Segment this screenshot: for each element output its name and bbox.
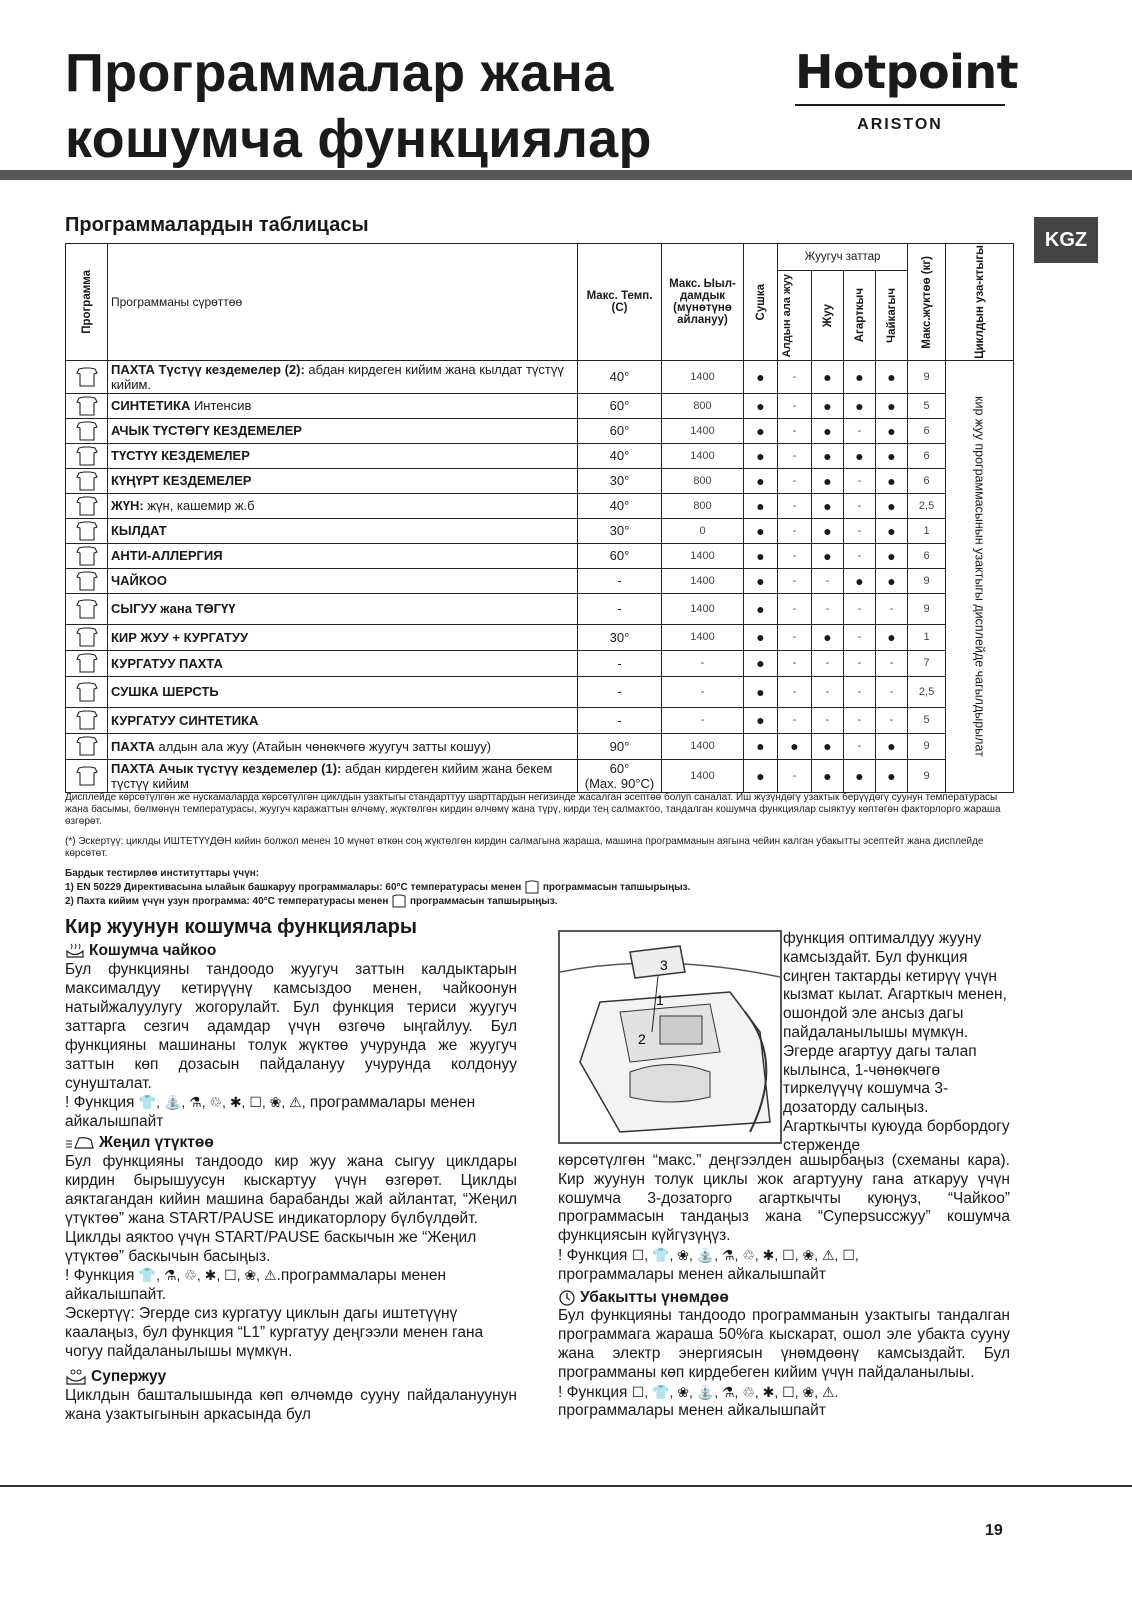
prewash-cell: ●: [778, 733, 812, 759]
dry-cell: ●: [744, 393, 778, 418]
max-temp: 90°: [578, 733, 662, 759]
dry-cotton-icon: [73, 652, 101, 674]
header-softener: Чайкагыч: [876, 271, 908, 361]
max-temp: -: [578, 650, 662, 676]
max-load: 6: [908, 543, 946, 568]
max-load: 9: [908, 568, 946, 593]
program-name: ПАХТА Түстүү кездемелер (2): абдан кирдеген кийим жана кылдат түстүү кийим.: [108, 360, 578, 393]
max-load: 9: [908, 759, 946, 792]
max-spin: 1400: [662, 733, 744, 759]
wash-cell: ●: [812, 518, 844, 543]
header-bleach: Агарткыч: [844, 271, 876, 361]
program-name: СИНТЕТИКА Интенсив: [108, 393, 578, 418]
prewash-cell: -: [778, 593, 812, 624]
max-temp: 40°: [578, 360, 662, 393]
program-name: КЫЛДАТ: [108, 518, 578, 543]
header-max-temp: Макс. Темп. (С): [578, 244, 662, 361]
table-row: [66, 493, 1014, 518]
svg-text:2: 2: [638, 1031, 646, 1047]
softener-cell: -: [876, 650, 908, 676]
softener-cell: ●: [876, 468, 908, 493]
bleach-cell: ●: [844, 443, 876, 468]
cotton-40-icon: [73, 366, 101, 388]
softener-cell: ●: [876, 360, 908, 393]
program-name: СУШКА ШЕРСТЬ: [108, 676, 578, 707]
functions-left-column: Кир жуунун кошумча функциялары Кошумча чайкоо Бул функцияны тандоодо жуугуч заттын калдыктарын максималдуу кетирүүнү камсыздоо менен, чайкоонун натыйжалуулугу жогорулайт. Бул функция териси жуугуч заттарга сезгич адамдар үчүн өзгөчө ыңгайлуу. Бул функцияны машинаны толук жүктөө учурунда же жуугуч заттын көп дозасын пайдалануу учурунда колдонуу сунушталат. ! Функция 👕, ⛲, ⚗, ♲, ✱, ☐, ❀, ⚠, программалары менен айкалышпайт Жеңил үтүктөө Бул функцияны тандоодо кир жуу жана сыгуу циклдары кирдин бырышуусун кыскартуу үчүн өзгөрөт. Циклды аяктагандан кийин машина барабанды жай айлантат, “Жеңил үтүктөө” жана START/PAUSE индикаторлору бүлбүлдөйт. Циклды аяктоо үчүн START/PAUSE баскычын же “Жеңил үтүктөө” баскычын басыңыз. ! Функция 👕, ⚗, ♲, ✱, ☐, ❀, ⚠.программалары менен айкалышпайт. Эскертүү: Эгерде сиз кургатуу циклын дагы иштетүүнү каалаңыз, бул функция “L1” кургатуу деңгээли менен гана чогуу пайдаланылышы мүмкүн. Супержуу Циклдын башталышында көп өлчөмдө сууну пайдалануунун жана узактыгынын аркасында бул: [65, 916, 517, 1423]
wash-cell: ●: [812, 360, 844, 393]
program-icons-list: ☐, 👕, ❀, ⛲, ⚗, ♲, ✱, ☐, ❀, ⚠, ☐,: [631, 1246, 859, 1263]
wash-cell: ●: [812, 493, 844, 518]
max-temp: 60°: [578, 418, 662, 443]
table-row: [66, 733, 1014, 759]
softener-cell: -: [876, 707, 908, 733]
super-wash-icon: [65, 1368, 87, 1386]
wash-cell: ●: [812, 624, 844, 650]
wash-cell: -: [812, 676, 844, 707]
softener-cell: ●: [876, 393, 908, 418]
bleach-cell: -: [844, 468, 876, 493]
header-max-load: Макс.жүктөө (кг): [908, 244, 946, 361]
max-load: 1: [908, 518, 946, 543]
dry-cell: ●: [744, 650, 778, 676]
max-spin: -: [662, 650, 744, 676]
prewash-cell: -: [778, 468, 812, 493]
program-name: ЖҮН: жүн, кашемир ж.б: [108, 493, 578, 518]
table-row: [66, 650, 1014, 676]
softener-cell: -: [876, 593, 908, 624]
table-row: [66, 707, 1014, 733]
table-row: [66, 360, 1014, 393]
function-easy-iron: Жеңил үтүктөө: [65, 1133, 517, 1152]
dry-cell: ●: [744, 568, 778, 593]
dry-cell: ●: [744, 493, 778, 518]
max-spin: 1400: [662, 360, 744, 393]
prewash-cell: -: [778, 568, 812, 593]
dry-cell: ●: [744, 733, 778, 759]
dry-cell: ●: [744, 624, 778, 650]
bleach-cell: ●: [844, 393, 876, 418]
program-name: ТҮСТҮҮ КЕЗДЕМЕЛЕР: [108, 443, 578, 468]
table-row: [66, 593, 1014, 624]
header-max-spin: Макс. Ыыл-дамдык (мүнөтүнө айлануу): [662, 244, 744, 361]
table-row: [66, 568, 1014, 593]
max-spin: 1400: [662, 543, 744, 568]
prewash-cell: -: [778, 759, 812, 792]
max-load: 9: [908, 733, 946, 759]
language-badge: KGZ: [1034, 217, 1098, 263]
cotton-60-icon: [73, 765, 101, 787]
prewash-cell: -: [778, 543, 812, 568]
bleach-cell: -: [844, 624, 876, 650]
footer-divider: [0, 1485, 1132, 1487]
dry-wool-icon: [73, 681, 101, 703]
prewash-cell: -: [778, 393, 812, 418]
table-row: [66, 676, 1014, 707]
bleach-cell: ●: [844, 568, 876, 593]
wash-cell: ●: [812, 759, 844, 792]
max-load: 2,5: [908, 676, 946, 707]
max-spin: 800: [662, 493, 744, 518]
iron-icon: [65, 1136, 95, 1150]
softener-cell: ●: [876, 418, 908, 443]
softener-cell: ●: [876, 733, 908, 759]
max-spin: 1400: [662, 568, 744, 593]
softener-cell: ●: [876, 443, 908, 468]
bleach-cell: -: [844, 418, 876, 443]
max-temp: 30°: [578, 624, 662, 650]
cotton-40-icon: [391, 894, 407, 908]
header-duration: Циклдын уза-ктыгы: [946, 244, 1014, 361]
max-temp: 60° (Max. 90°C): [578, 759, 662, 792]
spin-drain-icon: [73, 598, 101, 620]
max-spin: 1400: [662, 624, 744, 650]
bleach-cell: -: [844, 593, 876, 624]
bleach-cell: ●: [844, 759, 876, 792]
softener-cell: ●: [876, 518, 908, 543]
softener-cell: ●: [876, 568, 908, 593]
max-temp: -: [578, 676, 662, 707]
wash-cell: ●: [812, 543, 844, 568]
softener-cell: ●: [876, 759, 908, 792]
wash-cell: ●: [812, 393, 844, 418]
bleach-cell: -: [844, 493, 876, 518]
header-divider: [0, 170, 1132, 180]
softener-cell: -: [876, 676, 908, 707]
prewash-cell: -: [778, 624, 812, 650]
program-name: ПАХТА Ачык түстүү кездемелер (1): абдан кирдеген кийим жана бекем түстүү кийим: [108, 759, 578, 792]
prewash-cell: -: [778, 650, 812, 676]
header-program: Программа: [66, 244, 108, 361]
colour-shirt-icon: [73, 445, 101, 467]
dispenser-drawer-icon: [560, 932, 780, 1142]
dry-cell: ●: [744, 676, 778, 707]
wash-dry-icon: [73, 626, 101, 648]
table-row: [66, 518, 1014, 543]
note-asterisk: (*) Эскертүү: циклды ИШТЕТҮҮДӨН кийин болжол менен 10 мүнөт өткөн соң жүктөлгөн кирдин салмагына жараша, машина программанын аягына чейин калган убакытты эсептейт жана дисплейде көрсөтөт.: [65, 836, 984, 859]
max-load: 5: [908, 393, 946, 418]
dry-cell: ●: [744, 518, 778, 543]
dry-cell: ●: [744, 543, 778, 568]
prewash-cell: -: [778, 707, 812, 733]
clock-icon: [558, 1289, 576, 1307]
max-load: 6: [908, 468, 946, 493]
dry-cell: ●: [744, 593, 778, 624]
rinse-icon: [73, 570, 101, 592]
program-name: АЧЫК ТҮСТӨГҮ КЕЗДЕМЕЛЕР: [108, 418, 578, 443]
max-spin: 1400: [662, 593, 744, 624]
note-duration: Дисплейде көрсөтүлгөн же нускамаларда көрсөтүлгөн циклдын узактыгы стандарттуу шарттардын негизинде жасалган эсептөө болуп саналат. Иш жүзүндөгү узактык берүүдөгү суунун температурасы жана басымы, бөлмөнүн температурасы, жуугуч каражаттын өлчөмү, жүктөлгөн кирдин өлчөмү жана түрү, кирди тең салмактоо, тандалган кошумча функциялар сыяктуу көптөгөн факторлорго жараша өзгөрөт.: [65, 792, 1001, 827]
max-spin: 1400: [662, 418, 744, 443]
wash-cell: ●: [812, 733, 844, 759]
max-temp: 40°: [578, 493, 662, 518]
dark-shirt-icon: [73, 470, 101, 492]
table-row: [66, 759, 1014, 792]
max-spin: 1400: [662, 443, 744, 468]
dry-cell: ●: [744, 468, 778, 493]
bleach-cell: -: [844, 543, 876, 568]
dry-cell: ●: [744, 418, 778, 443]
dry-cell: ●: [744, 443, 778, 468]
program-name: ЧАЙКОО: [108, 568, 578, 593]
prewash-cell: -: [778, 518, 812, 543]
dry-cell: ●: [744, 707, 778, 733]
cotton-60-icon: [524, 880, 540, 894]
programs-table: [65, 243, 1014, 793]
svg-text:1: 1: [656, 992, 664, 1008]
max-load: 6: [908, 443, 946, 468]
table-title: Программалардын таблицасы: [65, 214, 369, 236]
dispenser-illustration: [558, 930, 782, 1144]
extra-rinse-icon: [65, 943, 85, 959]
wash-cell: ●: [812, 468, 844, 493]
program-name: КҮҢҮРТ КЕЗДЕМЕЛЕР: [108, 468, 578, 493]
white-shirt-icon: [73, 420, 101, 442]
max-temp: 40°: [578, 443, 662, 468]
program-name: КУРГАТУУ ПАХТА: [108, 650, 578, 676]
function-time-saver: Убакытты үнөмдөө: [558, 1289, 1010, 1308]
max-temp: 30°: [578, 518, 662, 543]
functions-right-column: көрсөтүлгөн “макс.” деңгээлден ашырбаңыз (схеманы кара). Кир жуунун толук циклы жок агартууну гана аткаруу үчүн кошумча 3-дозаторго агарткычты куюңуз, “Чайкоо” программасын тандаңыз жана “Суперsuccжуу” кошумча функциясын күйгүзүңүз. ! Функция ☐, 👕, ❀, ⛲, ⚗, ♲, ✱, ☐, ❀, ⚠, ☐, программалары менен айкалышпайт Убакытты үнөмдөө Бул функцияны тандоодо программанын узактыгы тандалган программага жараша 50%га кыскарат, ошол эле убакта сууну жана электр энергиясын үнөмдөөнү камсыздайт. Бул программаны көп кирдебеген кийим үчүн пайдаланылыы. ! Функция ☐, 👕, ❀, ⛲, ⚗, ♲, ✱, ☐, ❀, ⚠. программалары менен айкалышпайт: [558, 1152, 1010, 1420]
max-spin: 800: [662, 468, 744, 493]
table-row: [66, 443, 1014, 468]
max-temp: -: [578, 593, 662, 624]
max-load: 1: [908, 624, 946, 650]
function-super-wash: Супержуу: [65, 1367, 517, 1386]
wash-cell: ●: [812, 418, 844, 443]
delicate-icon: [73, 520, 101, 542]
anti-allergy-icon: [73, 545, 101, 567]
bleach-cell: ●: [844, 360, 876, 393]
max-load: 7: [908, 650, 946, 676]
bleach-cell: -: [844, 707, 876, 733]
max-spin: 1400: [662, 759, 744, 792]
max-temp: 60°: [578, 543, 662, 568]
table-row: [66, 543, 1014, 568]
program-icons-list: ☐, 👕, ❀, ⛲, ⚗, ♲, ✱, ☐, ❀, ⚠.: [631, 1383, 839, 1400]
max-temp: 30°: [578, 468, 662, 493]
svg-text:3: 3: [660, 957, 668, 973]
max-load: 5: [908, 707, 946, 733]
wash-cell: -: [812, 593, 844, 624]
max-load: 9: [908, 360, 946, 393]
table-notes: [65, 792, 1015, 908]
function-extra-rinse: Кошумча чайкоо: [65, 941, 517, 960]
cotton-90-prewash-icon: [73, 735, 101, 757]
prewash-cell: -: [778, 360, 812, 393]
page-title: Программалар жана кошумча функциялар: [65, 43, 652, 169]
table-row: [66, 393, 1014, 418]
program-name: АНТИ-АЛЛЕРГИЯ: [108, 543, 578, 568]
max-temp: -: [578, 568, 662, 593]
brand-logo: Hotpoint ARISTON: [795, 45, 1019, 133]
program-name: ПАХТА алдын ала жуу (Атайын чөнөкчөгө жуугуч затты кошуу): [108, 733, 578, 759]
max-load: 9: [908, 593, 946, 624]
prewash-cell: -: [778, 418, 812, 443]
wash-cell: -: [812, 650, 844, 676]
program-name: СЫГУУ жана ТӨГҮҮ: [108, 593, 578, 624]
bleach-cell: -: [844, 733, 876, 759]
header-wash: Жуу: [812, 271, 844, 361]
max-spin: -: [662, 676, 744, 707]
table-row: [66, 624, 1014, 650]
super-wash-text-top: функция оптималдуу жууну камсыздайт. Бул функция сиңген тактарды кетирүү үчүн кызмат кылат. Агарткыч менен, ошондой эле ансыз дагы пайдаланылышы мүмкүн. Эгерде агартуу дагы талап кылынса, 1-чөнөкчөгө тиркелүүчү кошумча 3-дозаторду салыңыз. Агарткычты куюуда борбордогу стерженде: [783, 930, 1010, 1154]
header-detergents: Жуугуч заттар: [778, 244, 908, 271]
table-row: [66, 418, 1014, 443]
wash-cell: -: [812, 568, 844, 593]
wash-cell: -: [812, 707, 844, 733]
max-spin: -: [662, 707, 744, 733]
header-prewash: Алдын ала жуу: [778, 271, 812, 361]
wool-icon: [73, 495, 101, 517]
dry-cell: ●: [744, 360, 778, 393]
program-icons-list: 👕, ⛲, ⚗, ♲, ✱, ☐, ❀, ⚠,: [138, 1094, 306, 1110]
dry-cell: ●: [744, 759, 778, 792]
wash-cell: ●: [812, 443, 844, 468]
page-number: 19: [985, 1522, 1003, 1539]
softener-cell: ●: [876, 493, 908, 518]
softener-cell: ●: [876, 624, 908, 650]
program-name: КИР ЖУУ + КУРГАТУУ: [108, 624, 578, 650]
table-row: [66, 468, 1014, 493]
header-description: Программаны сүрөттөө: [108, 244, 578, 361]
bleach-cell: -: [844, 676, 876, 707]
softener-cell: ●: [876, 543, 908, 568]
max-temp: 60°: [578, 393, 662, 418]
max-spin: 800: [662, 393, 744, 418]
max-temp: -: [578, 707, 662, 733]
program-icons-list: 👕, ⚗, ♲, ✱, ☐, ❀, ⚠: [138, 1267, 277, 1283]
max-load: 2,5: [908, 493, 946, 518]
synthetic-icon: [73, 395, 101, 417]
prewash-cell: -: [778, 443, 812, 468]
prewash-cell: -: [778, 493, 812, 518]
bleach-cell: -: [844, 650, 876, 676]
testing-notes: Бардык тестирлөө институттары үчүн: 1) EN 50229 Директивасына ылайык башкаруу программалары: 60°C температурасы менен программасын тапшырыңыз. 2) Пахта кийим үчүн узун программа: 40°C температурасы менен программасын тапшырыңыз.: [65, 868, 691, 907]
program-name: КУРГАТУУ СИНТЕТИКА: [108, 707, 578, 733]
max-spin: 0: [662, 518, 744, 543]
header-dry: Сушка: [744, 244, 778, 361]
prewash-cell: -: [778, 676, 812, 707]
functions-title: Кир жуунун кошумча функциялары: [65, 916, 417, 938]
max-load: 6: [908, 418, 946, 443]
bleach-cell: -: [844, 518, 876, 543]
duration-note: кир жуу программасынын узактыгы дисплейде чагылдырылат: [946, 360, 1014, 792]
dry-synthetic-icon: [73, 709, 101, 731]
